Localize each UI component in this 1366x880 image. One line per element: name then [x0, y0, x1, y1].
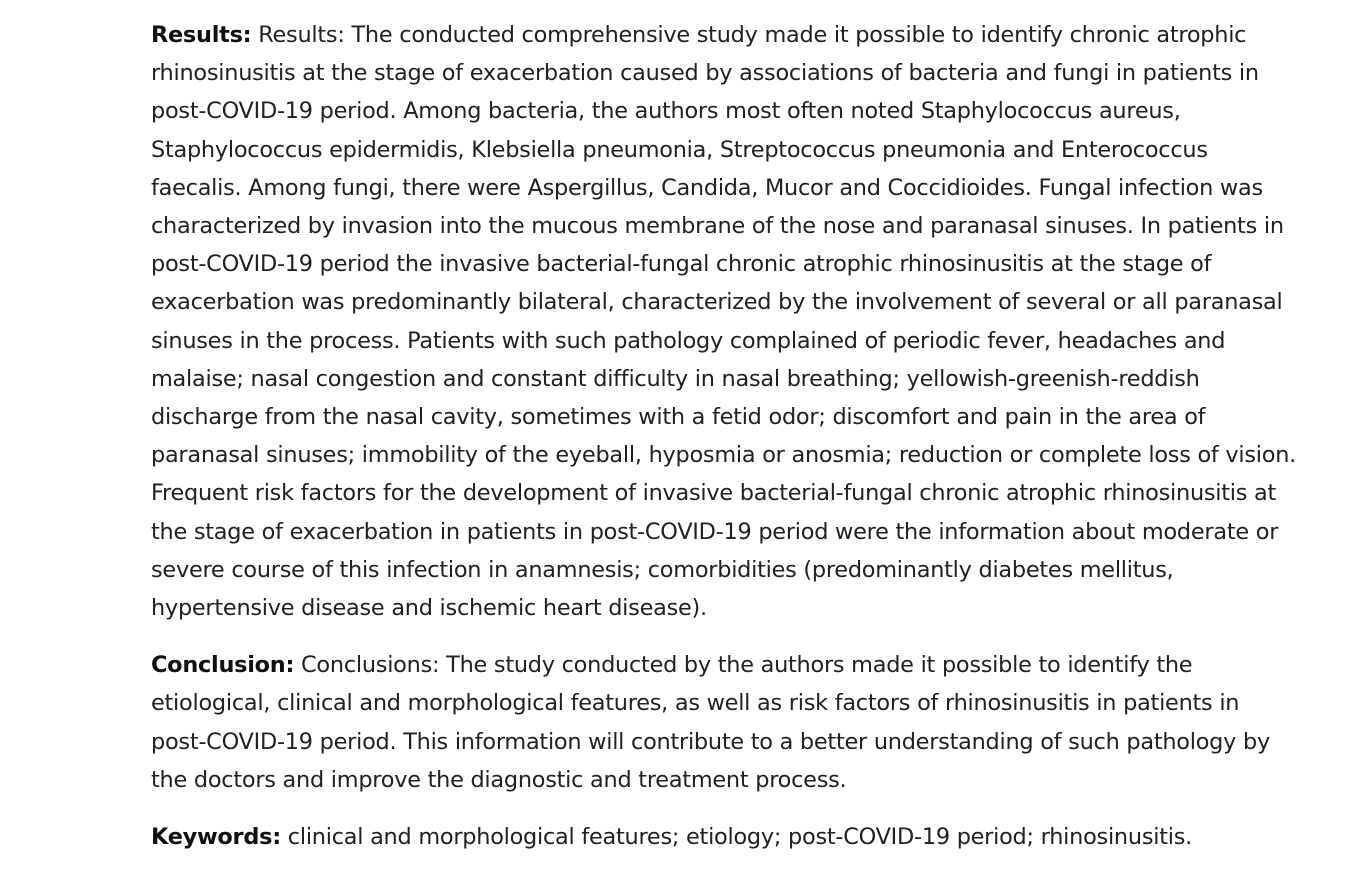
results-label: Results:	[151, 22, 252, 48]
conclusion-label: Conclusion:	[151, 652, 295, 679]
conclusion-paragraph	[151, 646, 1301, 799]
keywords-label: Keywords:	[151, 824, 281, 851]
keywords-paragraph	[151, 818, 1301, 856]
abstract	[151, 16, 1301, 875]
results-text: Results: The conducted comprehensive study made it possible to identify chronic atrophic rhinosinusitis at the stage of exacerbation caused by associations of bacteria and fungi in patients in post-COVID-19 period. Among bacteria, the authors most often noted Staphylococcus aureus, Staphylococcus epidermidis, Klebsiella pneumonia, Streptococcus pneumonia and Enterococcus faecalis. Among fungi, there were Aspergillus, Candida, Mucor and Coccidioides. Fungal infection was characterized by invasion into the mucous membrane of the nose and paranasal sinuses. In patients in post-COVID-19 period the invasive bacterial-fungal chronic atrophic rhinosinusitis at the stage of exacerbation was predominantly bilateral, characterized by the involvement of several or all paranasal sinuses in the process. Patients with such pathology complained of periodic fever, headaches and malaise; nasal congestion and constant difficulty in nasal breathing; yellowish-greenish-reddish discharge from the nasal cavity, sometimes with a fetid odor; discomfort and pain in the area of paranasal sinuses; immobility of the eyeball, hyposmia or anosmia; reduction or complete loss of vision. Frequent risk factors for the development of invasive bacterial-fungal chronic atrophic rhinosinusitis at the stage of exacerbation in patients in post-COVID-19 period were the information about moderate or severe course of this infection in anamnesis; comorbidities (predominantly diabetes mellitus, hypertensive disease and ischemic heart disease).	[151, 22, 1297, 622]
conclusion-text: Conclusions: The study conducted by the authors made it possible to identify the etiological, clinical and morphological features, as well as risk factors of rhinosinusitis in patients in post-COVID-19 period. This information will contribute to a better understanding of such pathology by the doctors and improve the diagnostic and treatment process.	[151, 652, 1270, 793]
keywords-text: clinical and morphological features; etiology; post-COVID-19 period; rhinosinusitis.	[287, 824, 1192, 851]
results-paragraph	[151, 16, 1301, 627]
